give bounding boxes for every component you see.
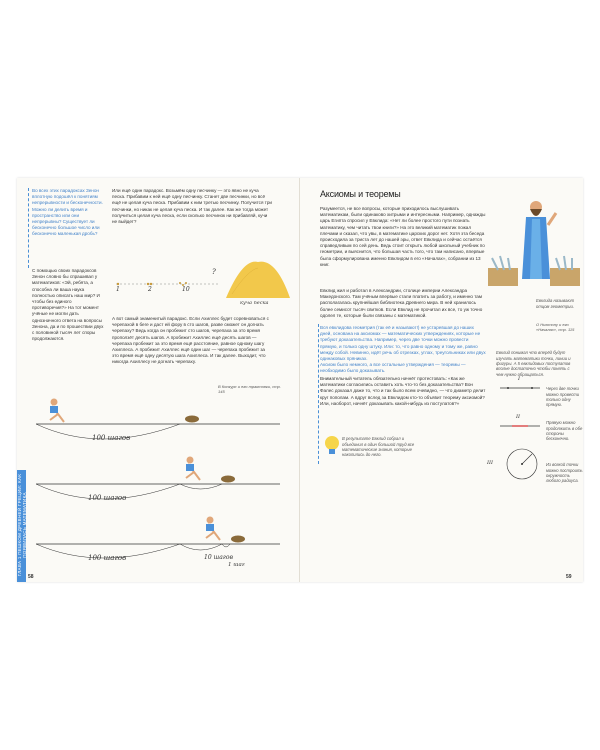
book-gutter: [299, 178, 300, 582]
turtle-3: [231, 536, 245, 543]
axiom-3: Из всякой точки можно построить окружность любого радиуса.: [546, 462, 583, 484]
left-page-number: 58: [28, 574, 34, 580]
para-5: Внимательный читатель обязательно начнёт протестовать: «Как же математики согласились оставить хоть что-то без доказательства? Вон Фалес доказал даже то, что и так было всем очевидно, — что диаметр делит круг пополам. А вдруг вслед за Евклидом кто-то объявит теорему аксиомой? Или, наоборот, начнёт доказывать какой-нибудь из постулатов?»: [320, 376, 486, 406]
roman-2: II: [516, 414, 520, 420]
race-label-5: 1 шаг: [228, 562, 245, 568]
axiom-diagrams: [494, 376, 546, 482]
num-10: 10: [182, 286, 190, 293]
achilles-runner-2: [186, 457, 200, 481]
roman-1: I: [518, 376, 520, 382]
aside-text: Во всех этих парадоксах Зенон ⁠ вплотную подошёл к понятиям непрерывности и бесконечности. Можно ли делить время и пространство или они непрерывны? Существует ли бесконечно большое число или бесконечно маленькая дробь?: [32, 188, 103, 237]
scroll-basket-right: [548, 254, 584, 288]
achilles-runner-3: [206, 517, 220, 541]
axiom-2: Прямую можно продолжить в обе стороны бесконечно.: [546, 420, 583, 442]
para-3: Вся евклидова геометрия (так её и называют!) не устаревшая до наших дней, основана на аксиомах — математических утверждениях, которые не требуют доказательства. Например, через две точки можно провести прямую, и только одну штуку. Или: то, что равно одному и тому же, равно между собой. Невинно, идёт речь об отрезках, углах, треугольниках или двух одинаковых пряниках.: [320, 325, 486, 362]
left-col1-text: С помощью своих парадоксов Зенон словно бы спрашивал у математиков: «Эй, ребята, а способна ли ваша наука полностью описать наш мир? И чтобы без единого противоречия?» На тот момент учёные не могли дать однозначного ответа на вопросы Зенона, да и по прошествии двух с половиной тысяч лет споры продолжаются.: [32, 268, 104, 342]
num-2: 2: [148, 286, 152, 293]
axiom-rule: [318, 324, 319, 464]
para-2: Евклид жил и работал в Александрии, столице империи Александра Македонского. Там учёным впервые стали платить за работу, и именно там располагалась крупнейшая библиотека Древнего мира. В ней хранилось более семисот тысяч свитков. Если Евклид не прочитал их все, то уж точно одолел те, которые были связаны с математикой.: [320, 288, 483, 318]
lightbulb-icon: [324, 434, 340, 458]
euclid-ref: О Ньютону и его «Началах», стр. 115: [536, 322, 575, 332]
turtle-1: [185, 416, 199, 423]
scroll-basket-left: [484, 254, 524, 288]
race-label-3: 100 шагов: [88, 554, 127, 562]
race-label-2: 100 шагов: [88, 494, 127, 502]
left-ref: В Конкурс и его трактовки, стр. 145: [218, 384, 281, 394]
para-4: Аксиом было немного, а все остальные утверждения — теоремы — необходимо было доказывать.: [320, 362, 466, 374]
para-1: Разумеется, не все вопросы, которые приходилось выслушивать математикам, были одинаково хитрыми и интересными. Например, однажды царь Египта спросил у Евклида: «Нет ли более простого пути познать математику, чем читать твои книги?» На это великий математик пожал плечами и сказал, что увы, в математике царских дорог нет. Хотя эта беседа происходила за триста лет до нашей эры, ответ Евклида и сейчас остаётся справедливым по сей день. Ведь стоит открыть любой школьный учебник по геометрии, и выяснится, что большая часть того, что там написано, впервые была сформулирована именно Евклидом в его «Началах», собрании из 13 книг.: [320, 206, 486, 267]
turtle-2: [221, 476, 235, 483]
sand-paradox-text: Или ещё один парадокс. Возьмём одну песчинку — это явно не куча песка. Прибавим к ней ещё одну песчинку. Станет две песчинки, но всё ещё не целая куча песка. Прибавим к ним третью песчинку. Получится три песчинки, но никак не целая куча песка. И так далее. Как же тогда может получиться целая куча песка, если сколько песчинок ни прибавляй, кучи не выйдет?: [112, 188, 272, 225]
aside-rule: [28, 188, 29, 268]
achilles-runner-1: [50, 399, 64, 423]
axiom-1: Через две точки можно провести только одну прямую.: [546, 386, 580, 408]
sand-caption: куча песка: [240, 300, 269, 306]
bulb-note: В результате Евклид собрал и объединил в один большой труд все математические знания, которые накопились до него.: [342, 436, 415, 458]
race-illustration: [30, 394, 292, 574]
sand-diagram: [108, 258, 298, 312]
chapter-strip-text: ГЛАВА 1 ПЕШКОМ ДРЕВНЕЙ ГРЕЦИИ: КАК ПОЯВИЛАСЬ МАТЕМАТИКА: [17, 473, 27, 577]
num-1: 1: [116, 286, 120, 293]
num-question: ?: [212, 268, 216, 276]
roman-3: III: [487, 460, 493, 466]
axiom-note: Евклид понимал что вперёд будут изучать математики точки, линии и фигуры. А 5 евклидовых постулатов вполне достаточно чтобы понять с чем нужно обращаться.: [496, 350, 571, 377]
race-label-1: 100 шагов: [92, 434, 131, 442]
race-label-4: 10 шагов: [204, 554, 233, 561]
achilles-text: А вот самый знаменитый парадокс. Если Ахиллес будет соревноваться с черепахой в беге и даст ей фору в сто шагов, разве сможет он догнать черепаху? Ведь когда он пробежит сто шагов, черепаха за это время проползёт десять шагов. А пробежит Ахиллес ещё десять шагов — черепаха пробежит за это время ещё расстояние, равное одному шагу Ахиллеса. А пробежит Ахиллес ещё один шаг — черепаха пробежит за это время ещё одну десятую шага Ахиллеса. И так далее. Выходит, что никогда Ахиллесу не догнать черепаху.: [112, 316, 269, 365]
euclid-caption: Евклида называют отцом геометрии.: [536, 298, 575, 309]
right-page-number: 59: [566, 574, 572, 580]
section-heading: Аксиомы и теоремы: [320, 189, 401, 199]
